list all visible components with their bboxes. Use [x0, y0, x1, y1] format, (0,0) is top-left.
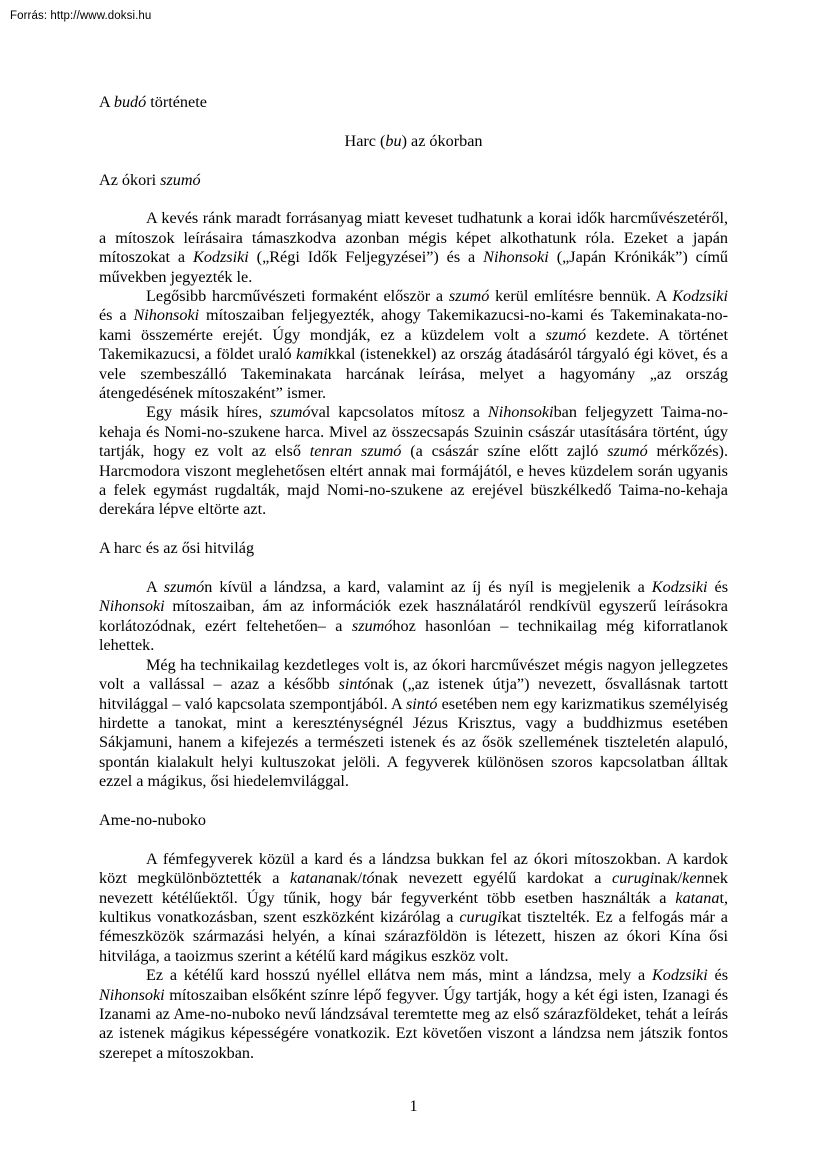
spacer [99, 520, 728, 539]
spacer [99, 151, 728, 170]
section-heading-a-harc-es-az-osi-hitvilag: A harc és az ősi hitvilág [99, 539, 255, 558]
document-main-title: Harc (bu) az ókorban [344, 131, 483, 150]
paragraph: Ez a kétélű kard hosszú nyéllel ellátva nem más, mint a lándzsa, mely a Kodzsiki és Nihonsoki mítoszaiban elsőként színre lépő fegyver. Úgy tartják, hogy a két égi isten, Izanagi és Izanami az Ame-no-nuboko nevű lándzsával teremtette meg az első szárazföldeket, tehát a leírás az istenek mágikus képességére vonatkozik. Ezt követően viszont a lándzsa nem játszik fontos szerepet a mítoszokban. [99, 966, 728, 1062]
spacer [99, 112, 728, 131]
document-subtitle-bodo: A budó története [99, 93, 207, 111]
paragraph: Egy másik híres, szumóval kapcsolatos mítosz a Nihonsokiban feljegyzett Taima-no-kehaja és Nomi-no-szukene harca. Mivel az összecsapás Szuinin császár utasítására történt, úgy tartják, hogy ez volt az első tenran szumó (a császár színe előtt zajló szumó mérkőzés). Harcmodora viszont meglehetősen eltért annak mai formájától, e heves küzdelem során ugyanis a felek egymást rugdalták, majd Nomi-no-szukene az erejével büszkélkedő Taima-no-kehaja derekára lépve eltörte azt. [99, 403, 728, 519]
section-heading-ame-no-nuboko: Ame-no-nuboko [99, 810, 206, 829]
section-heading-az-okori-szumo: Az ókori szumó [99, 170, 201, 189]
spacer [99, 559, 728, 578]
spacer [99, 830, 728, 849]
page-number: 1 [409, 1097, 418, 1115]
spacer [99, 792, 728, 811]
source-url-header: Forrás: http://www.doksi.hu [10, 10, 152, 22]
paragraph: A fémfegyverek közül a kard és a lándzsa bukkan fel az ókori mítoszokban. A kardok közt megkülönböztették a katananak/tónak nevezett egyélű kardokat a curuginak/kennek nevezett kétélűektől. Úgy tűnik, hogy bár fegyverként több esetben használták a katanat, kultikus vonatkozásban, szent eszközként kizárólag a curugikat tisztelték. Ez a felfogás már a fémeszközök származási helyén, a kínai szárazföldön is létezett, hiszen az ókori Kína ősi hitvilága, a taoizmus szerint a kétélű kard mágikus eszköz volt. [99, 849, 729, 965]
spacer [99, 190, 728, 209]
paragraph: A kevés ránk maradt forrásanyag miatt keveset tudhatunk a korai idők harcművészetéről, a mítoszok leírásaira támaszkodva azonban mégis képet alkothatunk róla. Ezeket a japán mítoszokat a Kodzsiki („Régi Idők Feljegyzései”) és a Nihonsoki („Japán Krónikák”) című művekben jegyezték le. [99, 209, 728, 286]
document-body [99, 93, 728, 1063]
paragraph: Legősibb harcművészeti formaként először a szumó kerül említésre bennük. A Kodzsiki és a Nihonsoki mítoszaiban feljegyezték, ahogy Takemikazucsi-no-kami és Takeminakata-no-kami összemérte erejét. Úgy mondják, ez a küzdelem volt a szumó kezdete. A történet Takemikazucsi, a földet uraló kamikkal (istenekkel) az ország átadásáról tárgyaló égi követ, és a vele szembeszálló Takeminakata harcának leírása, melyet a hagyomány „az ország átengedésének mítoszaként” ismer. [99, 287, 729, 403]
paragraph: Még ha technikailag kezdetleges volt is, az ókori harcművészet mégis nagyon jellegzetes volt a vallással – azaz a később sintónak („az istenek útja”) nevezett, ősvallásnak tartott hitvilággal – való kapcsolata szempontjából. A sintó esetében nem egy karizmatikus személyiség hirdette a tanokat, mint a kereszténységnél Jézus Krisztus, vagy a buddhizmus esetében Sákjamuni, hanem a kifejezés a természeti istenek és az ősök szellemének tiszteletén alapuló, spontán kialakult helyi kultuszokat jelöli. A fegyverek különösen szoros kapcsolatban álltak ezzel a mágikus, ősi hiedelemvilággal. [99, 655, 728, 791]
paragraph: A szumón kívül a lándzsa, a kard, valamint az íj és nyíl is megjelenik a Kodzsiki és Nihonsoki mítoszaiban, ám az információk ezek használatáról rendkívül egyszerű leírásokra korlátozódnak, ezért feltehetően– a szumóhoz hasonlóan – technikailag még kiforratlanok lehettek. [99, 578, 728, 655]
